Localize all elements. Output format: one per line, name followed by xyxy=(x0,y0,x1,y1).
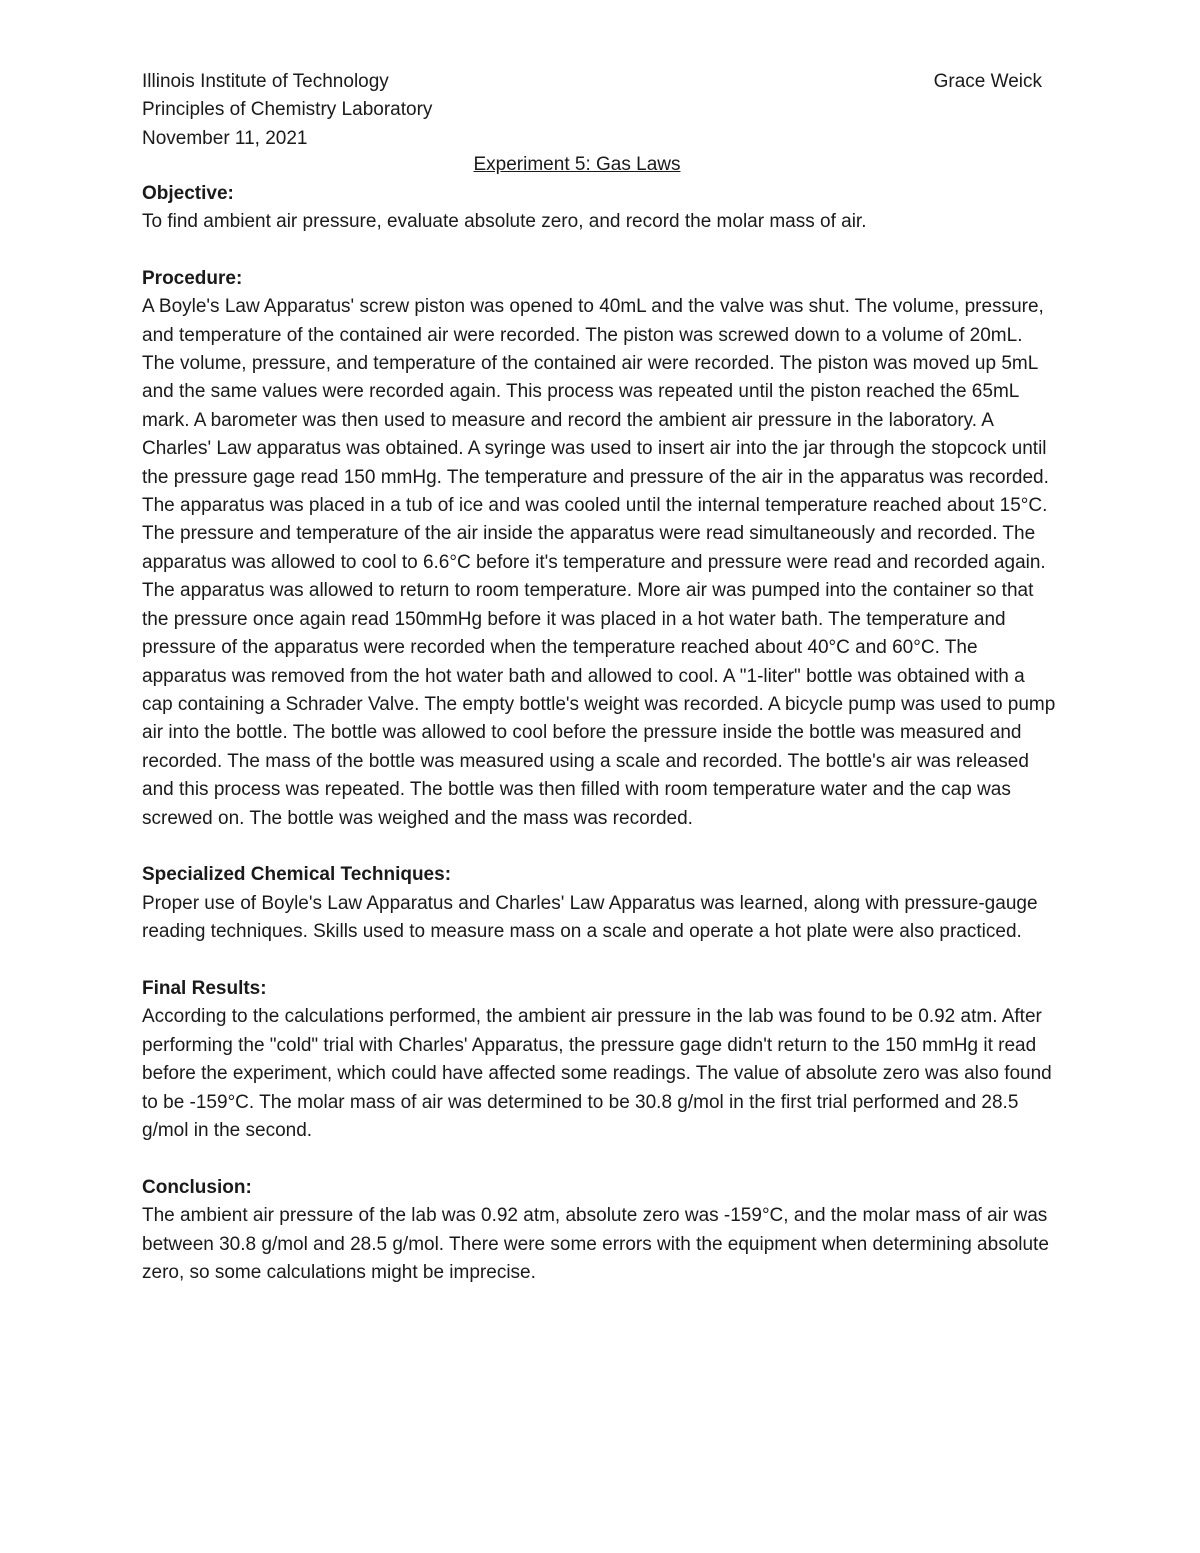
section-conclusion xyxy=(142,1174,1057,1288)
header-row xyxy=(142,68,1057,96)
section-final-results xyxy=(142,975,1057,1145)
section-objective xyxy=(142,180,1057,237)
section-heading: Specialized Chemical Techniques: xyxy=(142,864,452,886)
section-body: The ambient air pressure of the lab was 0.92 atm, absolute zero was -159°C, and the molar mass of air was between 30.8 g/mol and 28.5 g/mol. There were some errors with the equipment when determining absolute zero, so some calculations might be imprecise. xyxy=(142,1205,1049,1283)
section-body: A Boyle's Law Apparatus' screw piston was opened to 40mL and the valve was shut. The volume, pressure, and temperature of the contained air were recorded. The piston was screwed down to a volume of 20mL. The volume, pressure, and temperature of the contained air were recorded. The piston was moved up 5mL and the same values were recorded again. This process was repeated until the piston reached the 65mL mark. A barometer was then used to measure and record the ambient air pressure in the laboratory. A Charles' Law apparatus was obtained. A syringe was used to insert air into the jar through the stopcock until the pressure gage read 150 mmHg. The temperature and pressure of the air in the apparatus was recorded. The apparatus was placed in a tub of ice and was cooled until the internal temperature reached about 15°C. The pressure and temperature of the air inside the apparatus were read simultaneously and recorded. The apparatus was allowed to cool to 6.6°C before it's temperature and pressure were read and recorded again. The apparatus was allowed to return to room temperature. More air was pumped into the container so that the pressure once again read 150mmHg before it was placed in a hot water bath. The temperature and pressure of the apparatus were recorded when the temperature reached about 40°C and 60°C. The apparatus was removed from the hot water bath and allowed to cool. A "1-liter" bottle was obtained with a cap containing a Schrader Valve. The empty bottle's weight was recorded. A bicycle pump was used to pump air into the bottle. The bottle was allowed to cool before the pressure inside the bottle was measured and recorded. The mass of the bottle was measured using a scale and recorded. The bottle's air was released and this process was repeated. The bottle was then filled with room temperature water and the cap was screwed on. The bottle was weighed and the mass was recorded. xyxy=(142,296,1056,829)
report-date: November 11, 2021 xyxy=(142,127,308,149)
course-name: Principles of Chemistry Laboratory xyxy=(142,99,433,121)
document-page xyxy=(142,68,1057,1287)
section-heading: Conclusion: xyxy=(142,1176,252,1198)
section-body: Proper use of Boyle's Law Apparatus and Charles' Law Apparatus was learned, along with pressure-gauge reading techniques. Skills used to measure mass on a scale and operate a hot plate were also practiced. xyxy=(142,892,1038,943)
section-procedure xyxy=(142,265,1057,833)
section-heading: Objective: xyxy=(142,182,234,204)
section-body: According to the calculations performed, the ambient air pressure in the lab was found to be 0.92 atm. After performing the "cold" trial with Charles' Apparatus, the pressure gage didn't return to the 150 mmHg it read before the experiment, which could have affected some readings. The value of absolute zero was also found to be -159°C. The molar mass of air was determined to be 30.8 g/mol in the first trial performed and 28.5 g/mol in the second. xyxy=(142,1006,1052,1141)
section-heading: Final Results: xyxy=(142,977,267,999)
document-title: Experiment 5: Gas Laws xyxy=(473,154,681,176)
section-heading: Procedure: xyxy=(142,267,243,289)
section-techniques xyxy=(142,861,1057,946)
institution-name: Illinois Institute of Technology xyxy=(142,71,389,92)
author-name: Grace Weick xyxy=(933,71,1042,92)
section-body: To find ambient air pressure, evaluate absolute zero, and record the molar mass of air. xyxy=(142,211,867,233)
